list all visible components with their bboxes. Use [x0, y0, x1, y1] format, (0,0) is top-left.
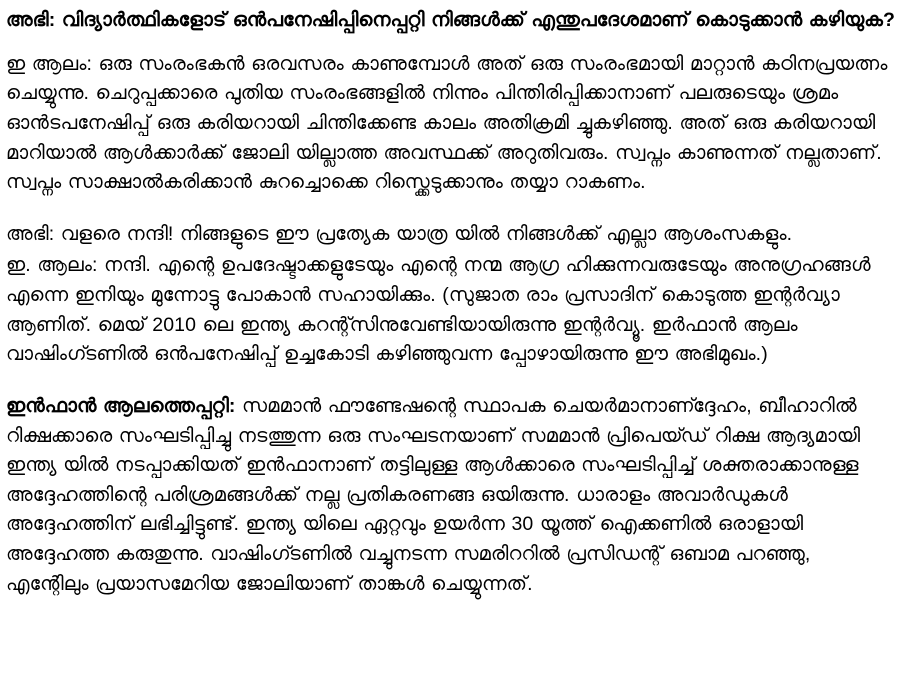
paragraph-question-1: അഭി: വിദ്യാർത്ഥികളോട് ഒൻപനേഷിപ്പിനെപ്പറ്റി നിങ്ങൾക്ക് എന്തുപദേശമാണ് കൊടുക്കാൻ കഴിയുക? [6, 9, 896, 31]
paragraph-closing-note [6, 392, 896, 599]
closing-note-lead: ഇൻഫാൻ ആലത്തെപ്പറ്റി: [6, 394, 236, 417]
paragraph-answer-1: ഇ ആലം: ഒരു സംരംഭകൻ ഒരവസരം കാണുമ്പോൾ അത് ഒരു സംരംഭമായി മാറ്റാൻ കഠിനപ്രയത്നം ചെയ്യുന്നു. ചെറുപ്പക്കാരെ പുതിയ സംരംഭങ്ങളിൽ നിന്നും പിന്തിരിപ്പിക്കാനാണ് പലരുടെയും ശ്രമം ഓൻടപനേഷിപ്പ് ഒരു കരിയറായി ചിന്തിക്കേണ്ട കാലം അതിക്രമി ച്ചുകഴിഞ്ഞു. അത് ഒരു കരിയറായി മാറിയാൽ ആൾക്കാർക്ക് ജോലി യില്ലാത്ത അവസ്ഥക്ക് അറുതിവരും. സ്വപ്നം കാണുന്നത് നല്ലതാണ്. സ്വപ്നം സാക്ഷാൽകരിക്കാൻ കുറച്ചൊക്കെ റിസ്ക്കെടുക്കാനും തയ്യാ റാകണം. [6, 52, 888, 194]
closing-note-body: സമമാൻ ഫൗണ്ടേഷന്റെ സ്ഥാപക ചെയർമാനാണ്ദ്ദേഹം, ബീഹാറിൽ റിക്ഷക്കാരെ സംഘടിപ്പിച്ചു നടത്തുന്ന ഒരു സംഘടനയാണ് സമമാൻ പ്രിപെയ്ഡ് റിക്ഷ ആദ്യമായി ഇന്ത്യ യിൽ നടപ്പാക്കിയത് ഇൻഫാനാണ് തട്ടിലുള്ള ആൾക്കാരെ സംഘടിപ്പിച്ച് ശക്തരാക്കാനുള്ള അദ്ദേഹത്തിന്റെ പരിശ്രമങ്ങൾക്ക് നല്ല പ്രതികരണങ്ങ ഒയിരുന്നു. ധാരാളം അവാർഡുകൾ അദ്ദേഹത്തിന് ലഭിച്ചിട്ടുണ്ട്. ഇന്ത്യ യിലെ ഏറ്റവും ഉയർന്ന 30 യൂത്ത് ഐക്കണിൽ ഒരാളായി അദ്ദേഹത്ത കരുതുന്നു. വാഷിംഗ്ടണിൽ വച്ചുനടന്ന സമരിററിൽ പ്രസിഡന്റ് ഒബാമ പറഞ്ഞു, എന്റേിലും പ്രയാസമേറിയ ജോലിയാണ് താങ്കൾ ചെയ്യുന്നത്. [6, 394, 861, 595]
paragraph-question-2: അഭി: വളരെ നന്ദി! നിങ്ങളുടെ ഈ പ്രത്യേക യാത്ര യിൽ നിങ്ങൾക്ക് എല്ലാ ആശംസകളും. [6, 222, 793, 245]
paragraph-answer-2: ഇ. ആലം: നന്ദി. എന്റെ ഉപദേഷ്ടാക്കളുടേയും എന്റെ നന്മ ആഗ്ര ഹിക്കുന്നവരുടേയും അനുഗ്രഹങ്ങൾ എന്നെ ഇനിയും മുന്നോട്ടു പോകാൻ സഹായിക്കും. (സുജാത രാം പ്രസാദിന് കൊടുത്ത ഇന്റർവ്യാ ആണിത്. മെയ് 2010 ലെ ഇന്ത്യ കറന്റ്സിനുവേണ്ടിയായിരുന്നു ഇന്റർവ്യൂ. ഇർഫാൻ ആലം വാഷിംഗ്ടണിൽ ഒൻപനേഷിപ്പ് ഉച്ചകോടി കഴിഞ്ഞുവന്ന പ്പോഴായിരുന്നു ഈ അഭിമുഖം.) [6, 254, 871, 366]
